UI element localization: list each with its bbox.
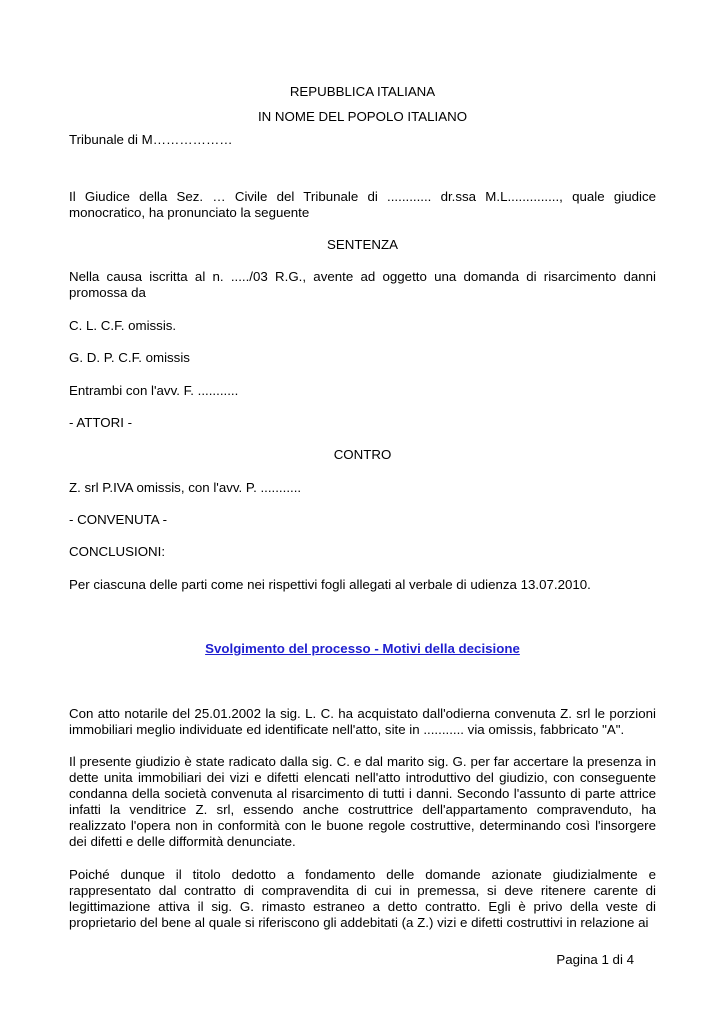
party-2: G. D. P. C.F. omissis bbox=[69, 350, 190, 365]
causa-paragraph: Nella causa iscritta al n. ...../03 R.G., avente ad oggetto una domanda di risarcimento danni promossa da bbox=[69, 269, 656, 300]
page-number: Pagina 1 di 4 bbox=[556, 952, 634, 967]
paragraph-1: Con atto notarile del 25.01.2002 la sig. L. C. ha acquistato dall'odierna convenuta Z. srl le porzioni immobiliari meglio individuate ed identificate nell'atto, site in ........... via omissis, fabbricato "A". bbox=[69, 706, 656, 737]
conclusioni-text: Per ciascuna delle parti come nei rispettivi fogli allegati al verbale di udienza 13.07.2010. bbox=[69, 577, 591, 592]
sentenza-title: SENTENZA bbox=[327, 237, 398, 252]
party-1: C. L. C.F. omissis. bbox=[69, 318, 177, 333]
attori-label: - ATTORI - bbox=[69, 415, 133, 430]
paragraph-3: Poiché dunque il titolo dedotto a fondamento delle domande azionate giudizialmente e rappresentato dal contratto di compravendita di cui in premessa, si deve ritenere carente di legittimazione attiva il sig. G. rimasto estraneo a detto contratto. Egli è privo della veste di proprietario del bene al quale si riferiscono gli addebitati (a Z.) vizi e difetti costruttivi in relazione ai bbox=[69, 867, 656, 930]
contro-label: CONTRO bbox=[333, 447, 392, 462]
convenuta-label: - CONVENUTA - bbox=[69, 512, 168, 527]
avvocato-attori: Entrambi con l'avv. F. ........... bbox=[69, 383, 239, 398]
header-republic: REPUBBLICA ITALIANA bbox=[289, 84, 436, 99]
convenuta-party: Z. srl P.IVA omissis, con l'avv. P. ........... bbox=[69, 480, 302, 495]
tribunale-line: Tribunale di M……………… bbox=[69, 132, 233, 147]
conclusioni-title: CONCLUSIONI: bbox=[69, 544, 166, 559]
paragraph-2: Il presente giudizio è state radicato dalla sig. C. e dal marito sig. G. per far accertare la presenza in dette unita immobiliari dei vizi e difetti elencati nell'atto introduttivo del giudizio, con conseguente condanna della società convenuta al risarcimento di tutti i danni. Secondo l'assunto di parte attrice infatti la venditrice Z. srl, essendo anche costruttrice dell'appartamento compravenduto, ha realizzato l'opera non in conformità con le buone regole costruttive, determinando così l'insorgere dei difetti e delle difformità denunciate. bbox=[69, 754, 656, 849]
giudice-paragraph: Il Giudice della Sez. … Civile del Tribunale di ............ dr.ssa M.L.............., quale giudice monocratico, ha pronunciato la seguente bbox=[69, 189, 656, 220]
section-heading: Svolgimento del processo - Motivi della decisione bbox=[205, 641, 520, 656]
header-people: IN NOME DEL POPOLO ITALIANO bbox=[257, 109, 468, 124]
